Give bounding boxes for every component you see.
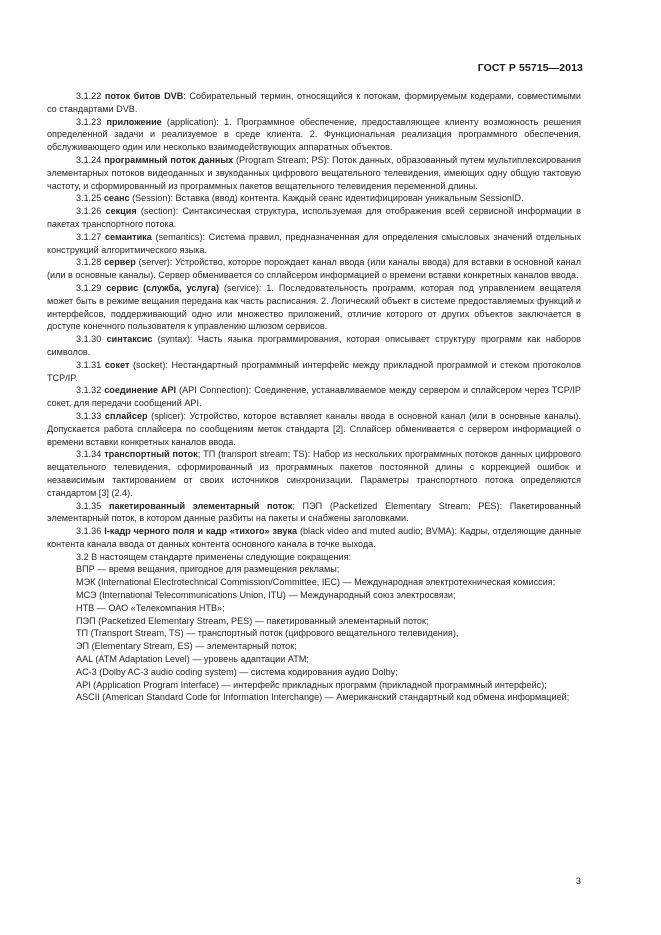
definition-paragraph — [47, 256, 581, 282]
definition-term: соединение API — [104, 385, 177, 396]
definition-paragraph — [47, 90, 581, 116]
definition-paragraph — [47, 333, 581, 359]
definition-text: (splicer): Устройство, которое вставляет каналы ввода в основной канал (или в основные каналы). Допускается работа сплайсера по сообщениям меток стандарта [2]. Сплайсер обменивается с сервером информацией о времени вставки конкретных каналов ввода. — [47, 410, 581, 447]
abbreviation-item: AC-3 (Dolby AC-3 audio coding system) — система кодирования аудио Dolby; — [76, 666, 398, 677]
abbreviation-item: ПЭП (Packetized Elementary Stream, PES) — пакетированный элементарный поток; — [76, 615, 429, 626]
abbreviation-item: ТП (Transport Stream, TS) — транспортный поток (цифрового вещательного телевидения), — [76, 628, 459, 639]
definition-number: 3.1.27 — [76, 231, 102, 242]
abbreviation-item: API (Application Program Interface) — интерфейс прикладных программ (прикладной программный интерфейс); — [76, 679, 547, 690]
definition-number: 3.1.34 — [76, 449, 102, 460]
definition-term: I-кадр черного поля и кадр «тихого» звука — [104, 526, 298, 537]
definition-term: поток битов DVB — [104, 91, 184, 101]
definition-term: приложение — [106, 116, 162, 127]
abbreviations-list — [47, 563, 581, 704]
definition-number: 3.1.36 — [76, 526, 102, 537]
definition-text: (server): Устройство, которое порождает канал ввода (или каналы ввода) для вставки в основной канал (или в основные каналы). Сервер обменивается со сплайсером информацией о времени вставки конкретных каналов ввода. — [47, 257, 581, 281]
definition-text: (syntax): Часть языка программирования, которая описывает структуру программ как наборов символов. — [47, 334, 582, 357]
definition-term: секция — [105, 206, 137, 217]
definition-paragraph — [47, 525, 581, 551]
definition-term: сервис (служба, услуга) — [106, 282, 220, 293]
abbreviation-item: НТВ — ОАО «Телекомпания НТВ»; — [76, 602, 225, 613]
definition-term: сокет — [104, 359, 130, 370]
definition-paragraph — [47, 282, 581, 333]
definition-term: сплайсер — [104, 410, 148, 421]
definition-term: синтаксис — [106, 334, 153, 345]
definition-number: 3.1.25 — [76, 193, 102, 204]
definition-text: ; ТП (transport stream; TS): Набор из нескольких программных потоков данных цифрового вещательного телевидения, сформированный из программных пакетов постоянной длины с коррекцией ошибок и независимым тактированием от своих источников синхронизации. Параметры транспортного потока определяются стандартом [3] (2.4). — [47, 449, 581, 498]
definition-number: 3.1.28 — [76, 257, 102, 268]
definition-paragraph — [47, 192, 581, 205]
definitions-list — [47, 90, 581, 551]
definition-number: 3.1.31 — [76, 359, 102, 370]
definition-text: (section): Синтаксическая структура, используемая для отображения всей сервисной информации в пакетах транспортного потока. — [47, 206, 582, 229]
definition-text: (black video and muted audio; BVMA): Кадры, отделяющие данные контента канала ввода от данных контента основного канала в точке выхода. — [47, 526, 582, 549]
definition-number: 3.1.30 — [76, 334, 102, 345]
definition-number: 3.1.32 — [76, 385, 102, 396]
definition-paragraph — [47, 154, 581, 192]
definition-term: сервер — [104, 257, 136, 268]
definition-number: 3.1.33 — [76, 410, 102, 421]
definition-paragraph — [47, 384, 581, 410]
definition-number: 3.1.22 — [76, 91, 102, 101]
abbreviation-item: ЭП (Elementary Stream, ES) — элементарный поток; — [76, 641, 297, 652]
definition-text: (application): 1. Программное обеспечение, предоставляющее клиенту возможность решения определенной задачи и реализуемое в среде клиента. 2. Функциональная реализация программного обеспечения, обслуживающего один или несколько взаимодействующих аппаратных объектов. — [47, 116, 582, 153]
abbreviation-item: ВПР — время вещания, пригодное для размещения рекламы; — [76, 564, 340, 575]
definition-text: (Program Stream; PS): Поток данных, образованный путем мультиплексирования элементарных потоков видеоданных и звукоданных цифрового вещательного телевидения, имеющих одну общую тактовую частоту, и сформированный из программных пакетов вещательного телевидения переменной длины. — [47, 154, 582, 191]
definition-number: 3.1.24 — [76, 154, 102, 165]
abbreviation-item: МСЭ (International Telecommunications Union, ITU) — Международный союз электросвязи; — [76, 590, 456, 601]
definition-paragraph — [47, 205, 581, 231]
page-number: 3 — [575, 876, 581, 887]
definition-paragraph — [47, 231, 581, 257]
abbreviation-item: AAL (ATM Adaptation Level) — уровень адаптации ATM; — [76, 654, 309, 665]
definition-paragraph — [47, 116, 581, 154]
definition-number: 3.1.26 — [76, 206, 102, 217]
document-body — [47, 90, 581, 704]
definition-paragraph — [47, 500, 581, 526]
definition-paragraph — [47, 448, 581, 499]
definition-text: (Session): Вставка (ввод) контента. Каждый сеанс идентифицирован уникальным SessionID. — [129, 193, 524, 204]
definition-paragraph — [47, 359, 581, 385]
definition-number: 3.1.35 — [76, 500, 102, 511]
definition-text: ; ПЭП (Packetized Elementary Stream; PES): Пакетированный элементарный поток, в котором данные разбиты на пакеты и снабжены заголовками. — [47, 500, 581, 524]
standard-number-header: ГОСТ Р 55715—2013 — [477, 62, 583, 74]
definition-text: (socket): Нестандартный программный интерфейс между прикладной программой и стеком протоколов TCP/IP. — [47, 359, 581, 383]
abbreviation-item: МЭК (International Electrotechnical Commission/Committee, IEC) — Международная электротехническая комиссия; — [76, 577, 556, 588]
definition-term: транспортный поток — [104, 449, 198, 460]
definition-text: (service): 1. Последовательность программ, которая под управлением вещателя может быть в режиме вещания передана как часть расписания. 2. Логический объект в системе предоставляемых функций и интерфейсов, поддерживающий одно или множество приложений, отличие которого от других объектов заключается в доступе конечного пользователя к управлению шлюзом сервисов. — [47, 282, 581, 332]
definition-term: пакетированный элементарный поток — [109, 500, 293, 511]
definition-number: 3.1.29 — [76, 282, 102, 293]
definition-term: сеанс — [103, 193, 130, 204]
definition-text: (semantics): Система правил, предназначенная для определения смысловых значений отдельных конструкций алгоритмического языка. — [47, 231, 581, 255]
definition-text: (API Connection): Соединение, устанавливаемое между сервером и сплайсером через TCP/IP сокет, для передачи сообщений API. — [47, 385, 581, 409]
definition-number: 3.1.23 — [76, 116, 102, 127]
abbreviations-intro: 3.2 В настоящем стандарте применены следующие сокращения: — [76, 551, 352, 562]
definition-text: : Собирательный термин, относящийся к потокам, формируемым кодерами, совместимыми со стандартами DVB. — [47, 91, 581, 114]
definition-term: программный поток данных — [104, 154, 234, 165]
definition-paragraph — [47, 410, 581, 448]
definition-term: семантика — [104, 231, 152, 242]
abbreviation-item: ASCII (American Standard Code for Information Interchange) — Американский стандартный код обмена информацией; — [76, 692, 570, 703]
